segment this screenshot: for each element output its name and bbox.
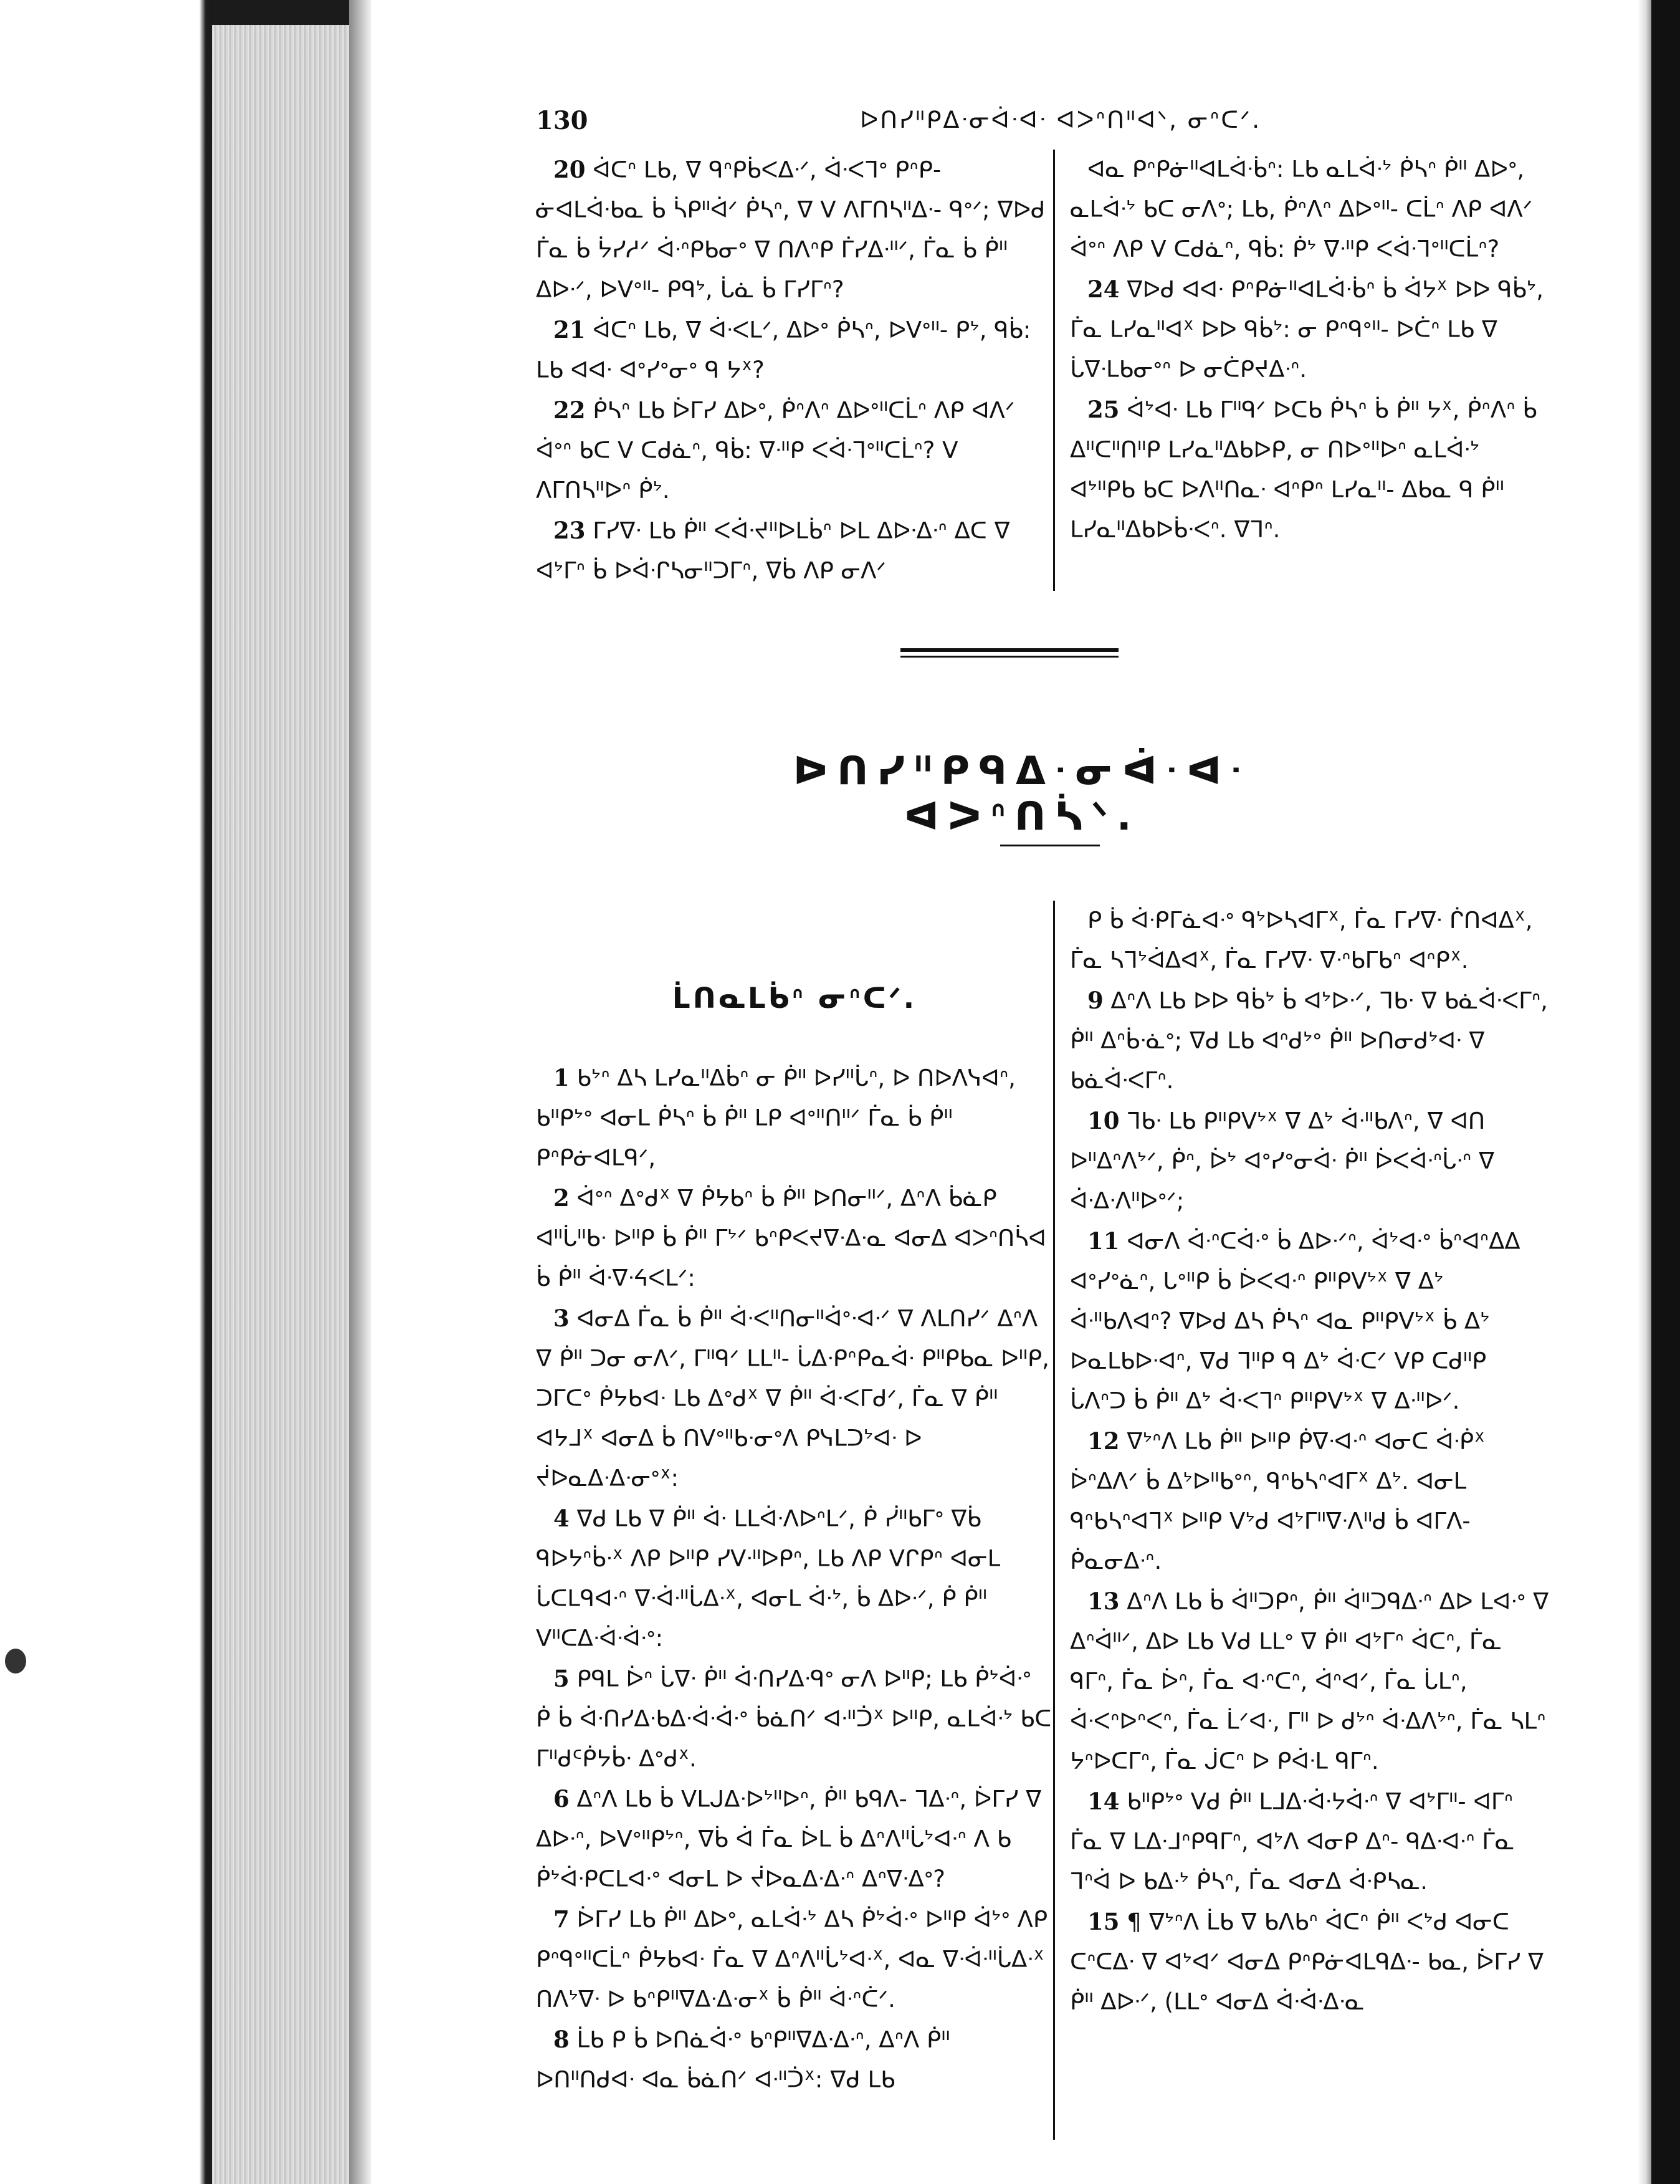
column-left-bottom [536,901,1053,2140]
verse-text: ¶ ᐁᔾᐢᐱ ᒫᑲ ᐁ ᑲᐱᑲᐢ ᐋᑕᐢ ᑮᐦ ᐸᔾᑯ ᐊᓂᑕ ᑕᐢᑕᐃᐧ ᐁ ᐊᔾᐊᐟ ᐊᓂᐃ ᑭᐢᑭᓃᐊᒪᑫᐃᐧ- ᑲᓇ, ᐆᒥᓯ ᐁ ᑮᐦ ᐃᐅᐧᐟ, (ᒪᒪᐤ ᐊᓂᐃ ᐋᐧᐋᐧᐃᐧᓇ [1070,1909,1544,2015]
verse-number: 10 [1087,1107,1120,1134]
verse [536,1058,1053,1178]
verse-number: 1 [553,1064,570,1091]
bottom-columns [536,901,1558,2140]
verse-text: ᐃᐢᐱ ᒪᑲ ᑳ ᐯᒪᒍᐃᐧᐅᔾᐦᐅᐢ, ᑮᐦ ᑲᑫᐱ- ᒣᐃᐧᐢ, ᐆᒥᓯ ᐁ ᐃᐅᐧᐢ, ᐅᐯᐤᐦᑭᔾᐢ, ᐁᑳ ᐋ ᒦᓇ ᐆᒪ ᑳ ᐃᐢᐱᐦᒑᔾᐊᐧᐢ ᐱ ᑲ ᑮᔾᐋᐧᑭᑕᒪᐊᐧᐤ ᐊᓂᒪ ᐅ ᔫᐅᓇᐃᐧᐃᐧᐢ ᐃᐢᐁᐧᐃᐤ? [536,1786,1042,1892]
column-right-bottom [1055,901,1550,2140]
verse [536,1178,1053,1298]
verse-number: 5 [553,1665,570,1692]
verse [1070,150,1550,269]
verse-text: ᐋᐤᐢ ᐃᐤᑯᕽ ᐁ ᑮᔭᑲᐢ ᑳ ᑮᐦ ᐅᑎᓂᐦᐟ, ᐃᐢᐱ ᑳᓈᑭ ᐊᐦᒑᐦᑲᐧ ᐅᐦᑭ ᑳ ᑮᐦ ᒥᔾᐟ ᑲᐢᑭᐸᔪᐁᐧᐃᐧᓇ ᐊᓂᐃ ᐊᐳᐢᑎᓵᐊ ᑳ ᑮᐦ ᐋᐧᐁᐧᔦᐸᒪᐟ: [536,1185,1046,1291]
column-left-top [536,150,1053,591]
book-title: ᐅᑎᓯᐦᑭᑫᐃᐧᓂᐋᐧᐊᐧ ᐊᐳᐢᑎᓵᐠ. [793,748,1251,839]
verse-text: ᐊᓂᐃ ᒦᓇ ᑳ ᑮᐦ ᐋᐧᐸᐦᑎᓂᐦᐋᐤᐧᐊᐧᐟ ᐁ ᐱᒪᑎᓯᐟ ᐃᐢᐱ ᐁ ᑮᐦ ᑐᓂ ᓂᐱᐟ, ᒥᐦᑫᐟ ᒪᒪᐦ- ᒑᐃᐧᑭᐢᑭᓇᐋᐧ ᑭᐦᑭᑲᓇ ᐅᐦᑭ, ᑐᒥᑕᐤ ᑮᔭᑲᐊᐧ ᒪᑲ ᐃᐤᑯᕽ ᐁ ᑮᐦ ᐋᐧᐸᒥᑯᐟ, ᒦᓇ ᐁ ᑮᐦ ᐊᔭᒧᕽ ᐊᓂᐃ ᑳ ᑎᐯᐤᐦᑲᐧᓂᐤᐱ ᑭᓭᒪᑐᔾᐊᐧ ᐅ ᔫᐅᓇᐃᐧᐃᐧᓂᐤᕽ: [536,1305,1049,1492]
verse [1070,1101,1550,1221]
verse-text: ᐋᑕᐢ ᒪᑲ, ᐁ ᐋᐧᐸᒪᐟ, ᐃᐅᐤ ᑮᓴᐢ, ᐅᐯᐤᐦ- ᑭᔾ, ᑫᑳ: ᒪᑲ ᐊᐊᐧ ᐊᐤᓯᐤᓂᐤ ᑫ ᔭᕽ? [536,317,1031,383]
verse-text: ᐊᓂᐱ ᐋᐧᐢᑕᐋᐧᐤ ᑳ ᐃᐅᐧᐟᐢ, ᐋᔾᐊᐧᐤ ᑳᐢᐊᐢᐃᐃ ᐊᐤᓯᐤᓈᐢ, ᒐᐤᐦᑭ ᑳ ᐆᐸᐊᐧᐢ ᑭᐦᑭᐯᔾᕽ ᐁ ᐃᔾ ᐋᐧᐦᑲᐱᐊᐢ? ᐁᐅᑯ ᐃᓴ ᑮᓴᐢ ᐊᓇ ᑭᐦᑭᐯᔾᕽ ᑳ ᐃᔾ ᐅᓇᒪᑲᐅᐧᐊᐢ, ᐁᑯ ᒣᐦᑭ ᑫ ᐃᔾ ᐋᐧᑕᐟ ᐯᑭ ᑕᑯᐦᑭ ᒑᐱᐢᑐ ᑳ ᑮᐦ ᐃᔾ ᐋᐧᐸᒣᐢ ᑭᐦᑭᐯᔾᕽ ᐁ ᐃᐧᐦᐅᐟ. [1070,1228,1520,1414]
verse [536,1298,1053,1498]
verse-text: ᐁᑯ ᒪᑲ ᐁ ᑮᐦ ᐋᐧ ᒪᒪᐋᐧᐱᐅᐢᒪᐟ, ᑮ ᓰᐦᑲᒥᐤ ᐁᑳ ᑫᐅᔭᐢᑳᐧᕽ ᐱᑭ ᐅᐦᑭ ᓯᐯᐧᐦᐅᑭᐢ, ᒪᑲ ᐱᑭ ᐯᒋᑭᐢ ᐊᓂᒪ ᒑᑕᒪᑫᐊᐧᐢ ᐁᐧᐋᐧᐦᒑᐃᐧᕽ, ᐊᓂᒪ ᐋᐧᔾ, ᑳ ᐃᐅᐧᐟ, ᑮ ᑮᐦ ᐯᐦᑕᐃᐧᐋᐧᐋᐧᐤ: [536,1505,1001,1652]
verse-number: 14 [1087,1788,1120,1815]
rule-thick [900,648,1119,652]
page-bottom-section [536,901,1558,2140]
verse [1070,980,1550,1101]
verse-text: ᐆᒥᓯ ᒪᑲ ᑮᐦ ᐃᐅᐤ, ᓇᒪᐋᐧᔾ ᐃᓴ ᑮᔾᐋᐧᐤ ᐅᐦᑭ ᐋᔾᐤ ᐱᑭ ᑭᐢᑫᐤᐦᑕᒫᐢ ᑮᔭᑲᐊᐧ ᒦᓇ ᐁ ᐃᐢᐱᐦᒑᔾᐊᐧᕽ, ᐊᓇ ᐁᐧᐋᐧᐦᒑᐃᐧᕽ ᑎᐱᔾᐁᐧ ᐅ ᑲᐢᑭᐦᐁᐃᐧᐃᐧᓂᕽ ᑳ ᑮᐦ ᐋᐧᐢᑖᐟ. [536,1906,1048,2013]
rule-thin [900,656,1119,658]
verse [536,1659,1053,1779]
verse-number: 21 [553,316,586,343]
verse-text: ᒣᑲᐧ ᒪᑲ ᑭᐦᑭᐯᔾᕽ ᐁ ᐃᔾ ᐋᐧᐦᑲᐱᐢ, ᐁ ᐊᑎ ᐅᐦᐃᐢᐱᔾᐟ, ᑮᐢ, ᐆᔾ ᐊᐤᓯᐤᓂᐋᐧ ᑮᐦ ᐆᐸᐋᐧᐢᒑᐧᐢ ᐁ ᐋᐧᐃᐧᐱᐦᐅᐤᐟ; [1070,1108,1495,1214]
verse-text: ᑭ ᑳ ᐋᐧᑭᒥᓈᐊᐧᐤ ᑫᔾᐅᓴᐊᒥᕽ, ᒦᓇ ᒥᓯᐁᐧ ᒌᑎᐊᐃᕽ, ᒦᓇ ᓴᒣᔾᐋᐃᐊᕽ, ᒦᓇ ᒥᓯᐁᐧ ᐁᐧᐢᑲᒥᑲᐢ ᐊᐢᑭᕽ. [1070,907,1533,974]
section-rule [900,648,1119,661]
verse-number: 7 [553,1905,570,1933]
verse [1070,269,1550,390]
verse [1070,1781,1550,1902]
verse-text: ᐊᓇ ᑭᐢᑭᓃᐦᐊᒪᐋᐧᑳᐢ: ᒪᑲ ᓇᒪᐋᐧᔾ ᑮᓴᐢ ᑮᐦ ᐃᐅᐤ, ᓇᒪᐋᐧᔾ ᑲᑕ ᓂᐱᐤ; ᒪᑲ, ᑮᐢᐱᐢ ᐃᐅᐤᐦ- ᑕᒫᐢ ᐱᑭ ᐊᐱᐟ ᐋᐤᐢ ᐱᑭ ᐯ ᑕᑯᓈᐢ, ᑫᑳ: ᑮᔾ ᐁᐧᐦᑭ ᐸᐋᐧᒣᐤᐦᑕᒫᐢ? [1070,156,1533,262]
verse-number: 11 [1087,1227,1120,1255]
verse-text: ᐋᔾᐊᐧ ᒪᑲ ᒥᐦᑫᐟ ᐅᑕᑲ ᑮᓴᐢ ᑳ ᑮᐦ ᔭᕽ, ᑮᐢᐱᐢ ᑳ ᐃᐦᑕᐦᑎᐦᑭ ᒪᓯᓇᐦᐃᑲᐅᑭ, ᓂ ᑎᐅᐤᐦᐅᐢ ᓇᒪᐋᐧᔾ ᐊᔾᐦᑭᑲ ᑲᑕ ᐅᐱᐦᑎᓇᐧ ᐊᐢᑭᐢ ᒪᓯᓇᐦ- ᐃᑲᓇ ᑫ ᑮᐦ ᒪᓯᓇᐦᐃᑲᐅᑳᐧᐸᐢ. ᐁᒣᐢ. [1070,396,1537,543]
right-scan-border [1651,0,1680,2184]
verse-text: ᑲᔾᐢ ᐃᓴ ᒪᓯᓇᐦᐃᑳᐢ ᓂ ᑮᐦ ᐅᓯᐦᒑᐢ, ᐅ ᑎᐅᐱᓭᐊᐢ, ᑲᐦᑭᔾᐤ ᐊᓂᒪ ᑮᓴᐢ ᑳ ᑮᐦ ᒪᑭ ᐊᐤᐦᑎᐦᐟ ᒦᓇ ᑳ ᑮᐦ ᑭᐢᑭᓃᐊᒪᑫᐟ, [536,1065,1016,1171]
verse [536,510,1053,591]
right-page-edge [1638,0,1651,2184]
running-head [536,106,1558,150]
verse [1070,1221,1550,1421]
top-columns [536,150,1558,591]
verse-number: 20 [553,156,586,183]
verse-number: 13 [1087,1588,1120,1615]
verse-number: 24 [1087,275,1120,303]
verse-text: ᐃᐢᐱ ᒪᑲ ᐅᐅ ᑫᑳᔾ ᑳ ᐊᔾᐅᐧᐟ, ᒣᑲᐧ ᐁ ᑲᓈᐋᐧᐸᒥᐢ, ᑮᐦ ᐃᐢᑳᐧᓈᐤ; ᐁᑯ ᒪᑲ ᐊᐢᑯᔾᐤ ᑮᐦ ᐅᑎᓂᑯᔾᐊᐧ ᐁ ᑲᓈᐋᐧᐸᒥᐢ. [1070,987,1548,1094]
verse-number: 22 [553,396,586,424]
page-top-section [536,106,1558,591]
verse [536,2019,1053,2100]
verse-number: 12 [1087,1427,1120,1455]
verse [536,150,1053,310]
chapter-heading: ᒫᑎᓇᒪᑳᐢ ᓂᐢᑕᐟ. [672,981,917,1015]
verse-text: ᐋᑕᐢ ᒪᑲ, ᐁ ᑫᐢᑭᑳᐸᐃᐧᐟ, ᐋᐧᐸᒣᐤ ᑭᐢᑭ- ᓃᐊᒪᐋᐧᑲᓇ ᑳ ᓵᑭᐦᐋᐟ ᑮᓴᐢ, ᐁ ᐯ ᐱᒥᑎᓴᐦᐃᐧ- ᑫᐤᐟ; ᐁᐅᑯ ᒦᓇ ᑳ ᔮᓯᓱᐟ ᐋᐧᐢᑭᑲᓂᐤ ᐁ ᑎᐱᐢᑭ ᒦᓯᐃᐧᐦᐟ, ᒦᓇ ᑳ ᑮᐦ ᐃᐅᐧᐟ, ᐅᐯᐤᐦ- ᑭᑫᔾ, ᒑᓈ ᑳ ᒥᓯᒥᐢ? [536,156,1046,303]
verse [536,390,1053,510]
verse-text: ᐁᔾᐢᐱ ᒪᑲ ᑮᐦ ᐅᐦᑭ ᑮᐁᐧᐊᐧᐢ ᐊᓂᑕ ᐋᐧᑮᕽ ᐆᐢᐃᐱᐟ ᑳ ᐃᔾᐅᐦᑲᐤᐢ, ᑫᐢᑲᓴᐢᐊᒥᕽ ᐃᔾ. ᐊᓂᒪ ᑫᐢᑲᓴᐢᐊᒣᕽ ᐅᐦᑭ ᐯᔾᑯ ᐊᔾᒥᐦᐁᐧᐱᐦᑯ ᑳ ᐊᒥᐱ- ᑮᓇᓂᐃᐧᐢ. [1070,1428,1486,1574]
scan-speck [5,1649,26,1674]
verse-number: 2 [553,1184,570,1212]
column-right-top [1055,150,1550,591]
verse-number: 3 [553,1305,570,1332]
verse [1070,1581,1550,1781]
running-title: ᐅᑎᓯᐦᑭᐃᐧᓂᐋᐧᐊᐧ ᐊᐳᐢᑎᐦᐊᐠ, ᓂᐢᑕᐟ. [860,106,1262,133]
book-spine-shadow [0,0,212,2184]
verse-number: 8 [553,2026,570,2053]
verse-number: 6 [553,1785,570,1813]
verse-text: ᑮᓴᐢ ᒪᑲ ᐆᒥᓯ ᐃᐅᐤ, ᑮᐢᐱᐢ ᐃᐅᐤᐦᑕᒫᐢ ᐱᑭ ᐊᐱᐟ ᐋᐤᐢ ᑲᑕ ᐯ ᑕᑯᓈᐢ, ᑫᑳ: ᐁᐧᐦᑭ ᐸᐋᐧᒣᐤᐦᑕᒫᐢ? ᐯ ᐱᒥᑎᓴᐦᐅᐢ ᑮᔾ. [536,397,1015,504]
verse [1070,1421,1550,1581]
verse [536,1498,1053,1659]
verse-number: 15 [1087,1908,1120,1935]
page-stack-top-shadow [212,0,361,25]
verse-number: 9 [1087,987,1104,1014]
verse [536,1899,1053,2019]
gutter-shadow [349,0,371,2184]
title-rule [1000,845,1100,846]
verse [1070,1902,1550,2022]
verses-left-bottom [536,1058,1053,2100]
verse-text: ᒫᑲ ᑭ ᑳ ᐅᑎᓈᐋᐧᐤ ᑲᐢᑭᐦᐁᐃᐧᐃᐧᐢ, ᐃᐢᐱ ᑮᐦ ᐅᑎᐦᑎᑯᐊᐧ ᐊᓇ ᑳᓈᑎᐟ ᐊᐧᐦᑑᕽ: ᐁᑯ ᒪᑲ [536,2026,950,2093]
verse [536,310,1053,390]
verse [1070,901,1550,980]
verse-number: 23 [553,517,586,544]
verse-text: ᐃᐢᐱ ᒪᑲ ᑳ ᐋᐦᑐᑭᐢ, ᑮᐦ ᐋᐦᑐᑫᐃᐧᐢ ᐃᐅ ᒪᐊᐧᐤ ᐁ ᐃᐢᐋᐦᐟ, ᐃᐅ ᒪᑲ ᐯᑯ ᒪᒪᐤ ᐁ ᑮᐦ ᐊᔾᒥᐢ ᐋᑕᐢ, ᒦᓇ ᑫᒥᐢ, ᒦᓇ ᐆᐢ, ᒦᓇ ᐊᐧᐢᑕᐢ, ᐋᐢᐊᐟ, ᒦᓇ ᒑᒪᐢ, ᐋᐧᐸᐢᐅᐢᐸᐢ, ᒦᓇ ᒫᐟᐊᐧ, ᒥᐦ ᐅ ᑯᔾᐢ ᐋᐧᐃᐱᔾᐢ, ᒦᓇ ᓴᒪᐢ ᔭᐢᐅᑕᒥᐢ, ᒦᓇ ᒎᑕᐢ ᐅ ᑭᐋᐧᒪ ᑫᒥᐢ. [1070,1588,1549,1775]
verse-number: 25 [1087,396,1120,423]
page-number: 130 [536,106,588,135]
verse-text: ᐁᐅᑯ ᐊᐊᐧ ᑭᐢᑭᓃᐦᐊᒪᐋᐧᑳᐢ ᑳ ᐋᔭᕽ ᐅᐅ ᑫᑳᔾ, ᒦᓇ ᒪᓯᓇᐦᐊᕽ ᐅᐅ ᑫᑳᔾ: ᓂ ᑭᐢᑫᐤᐦ- ᐅᑖᐢ ᒪᑲ ᐁ ᒑᐁᐧᒪᑲᓂᐤᐢ ᐅ ᓂᑖᑭᔪᐃᐧᐢ. [1070,276,1544,383]
verse-text: ᒥᓯᐁᐧ ᒪᑲ ᑮᐦ ᐸᐋᐧᔪᐦᐅᒪᑳᐢ ᐅᒪ ᐃᐅᐧᐃᐧᐢ ᐃᑕ ᐁ ᐊᔾᒥᐢ ᑳ ᐅᐋᐧᒋᓴᓂᐦᑐᒥᐢ, ᐁᑳ ᐱᑭ ᓂᐱᐟ [536,517,1010,584]
verse [1070,390,1550,550]
verse-number: 4 [553,1505,570,1532]
page-stack-edge [212,0,361,2184]
verse [536,1779,1053,1899]
verse-text: ᑲᐦᑭᔾᐤ ᐯᑯ ᑮᐦ ᒪᒧᐃᐧᐋᐧᔭᐋᐧᐢ ᐁ ᐊᔾᒥᐦ- ᐊᒥᐢ ᒦᓇ ᐁ ᒪᐃᐧᒧᐢᑭᑫᒥᐢ, ᐊᔾᐱ ᐊᓂᑭ ᐃᐢ- ᑫᐃᐧᐊᐧᐢ ᒦᓇ ᒣᐢᐋ ᐅ ᑲᐃᐧᔾ ᑮᓴᐢ, ᒦᓇ ᐊᓂᐃ ᐋᐧᑭᓴᓇ. [1070,1788,1515,1895]
verse-text: ᑭᑫᒪ ᐆᐢ ᒑᐁᐧ ᑮᐦ ᐋᐧᑎᓯᐃᐧᑫᐤ ᓂᐱ ᐅᐦᑭ; ᒪᑲ ᑮᔾᐋᐧᐤ ᑮ ᑳ ᐋᐧᑎᓯᐃᐧᑲᐃᐧᐋᐧᐋᐧᐤ ᑳᓈᑎᐟ ᐊᐧᐦᑑᕽ ᐅᐦᑭ, ᓇᒪᐋᐧᔾ ᑲᑕ ᒥᐦᑯᑦᑮᔭᑳᐧ ᐃᐤᑯᕽ. [536,1665,1052,1772]
